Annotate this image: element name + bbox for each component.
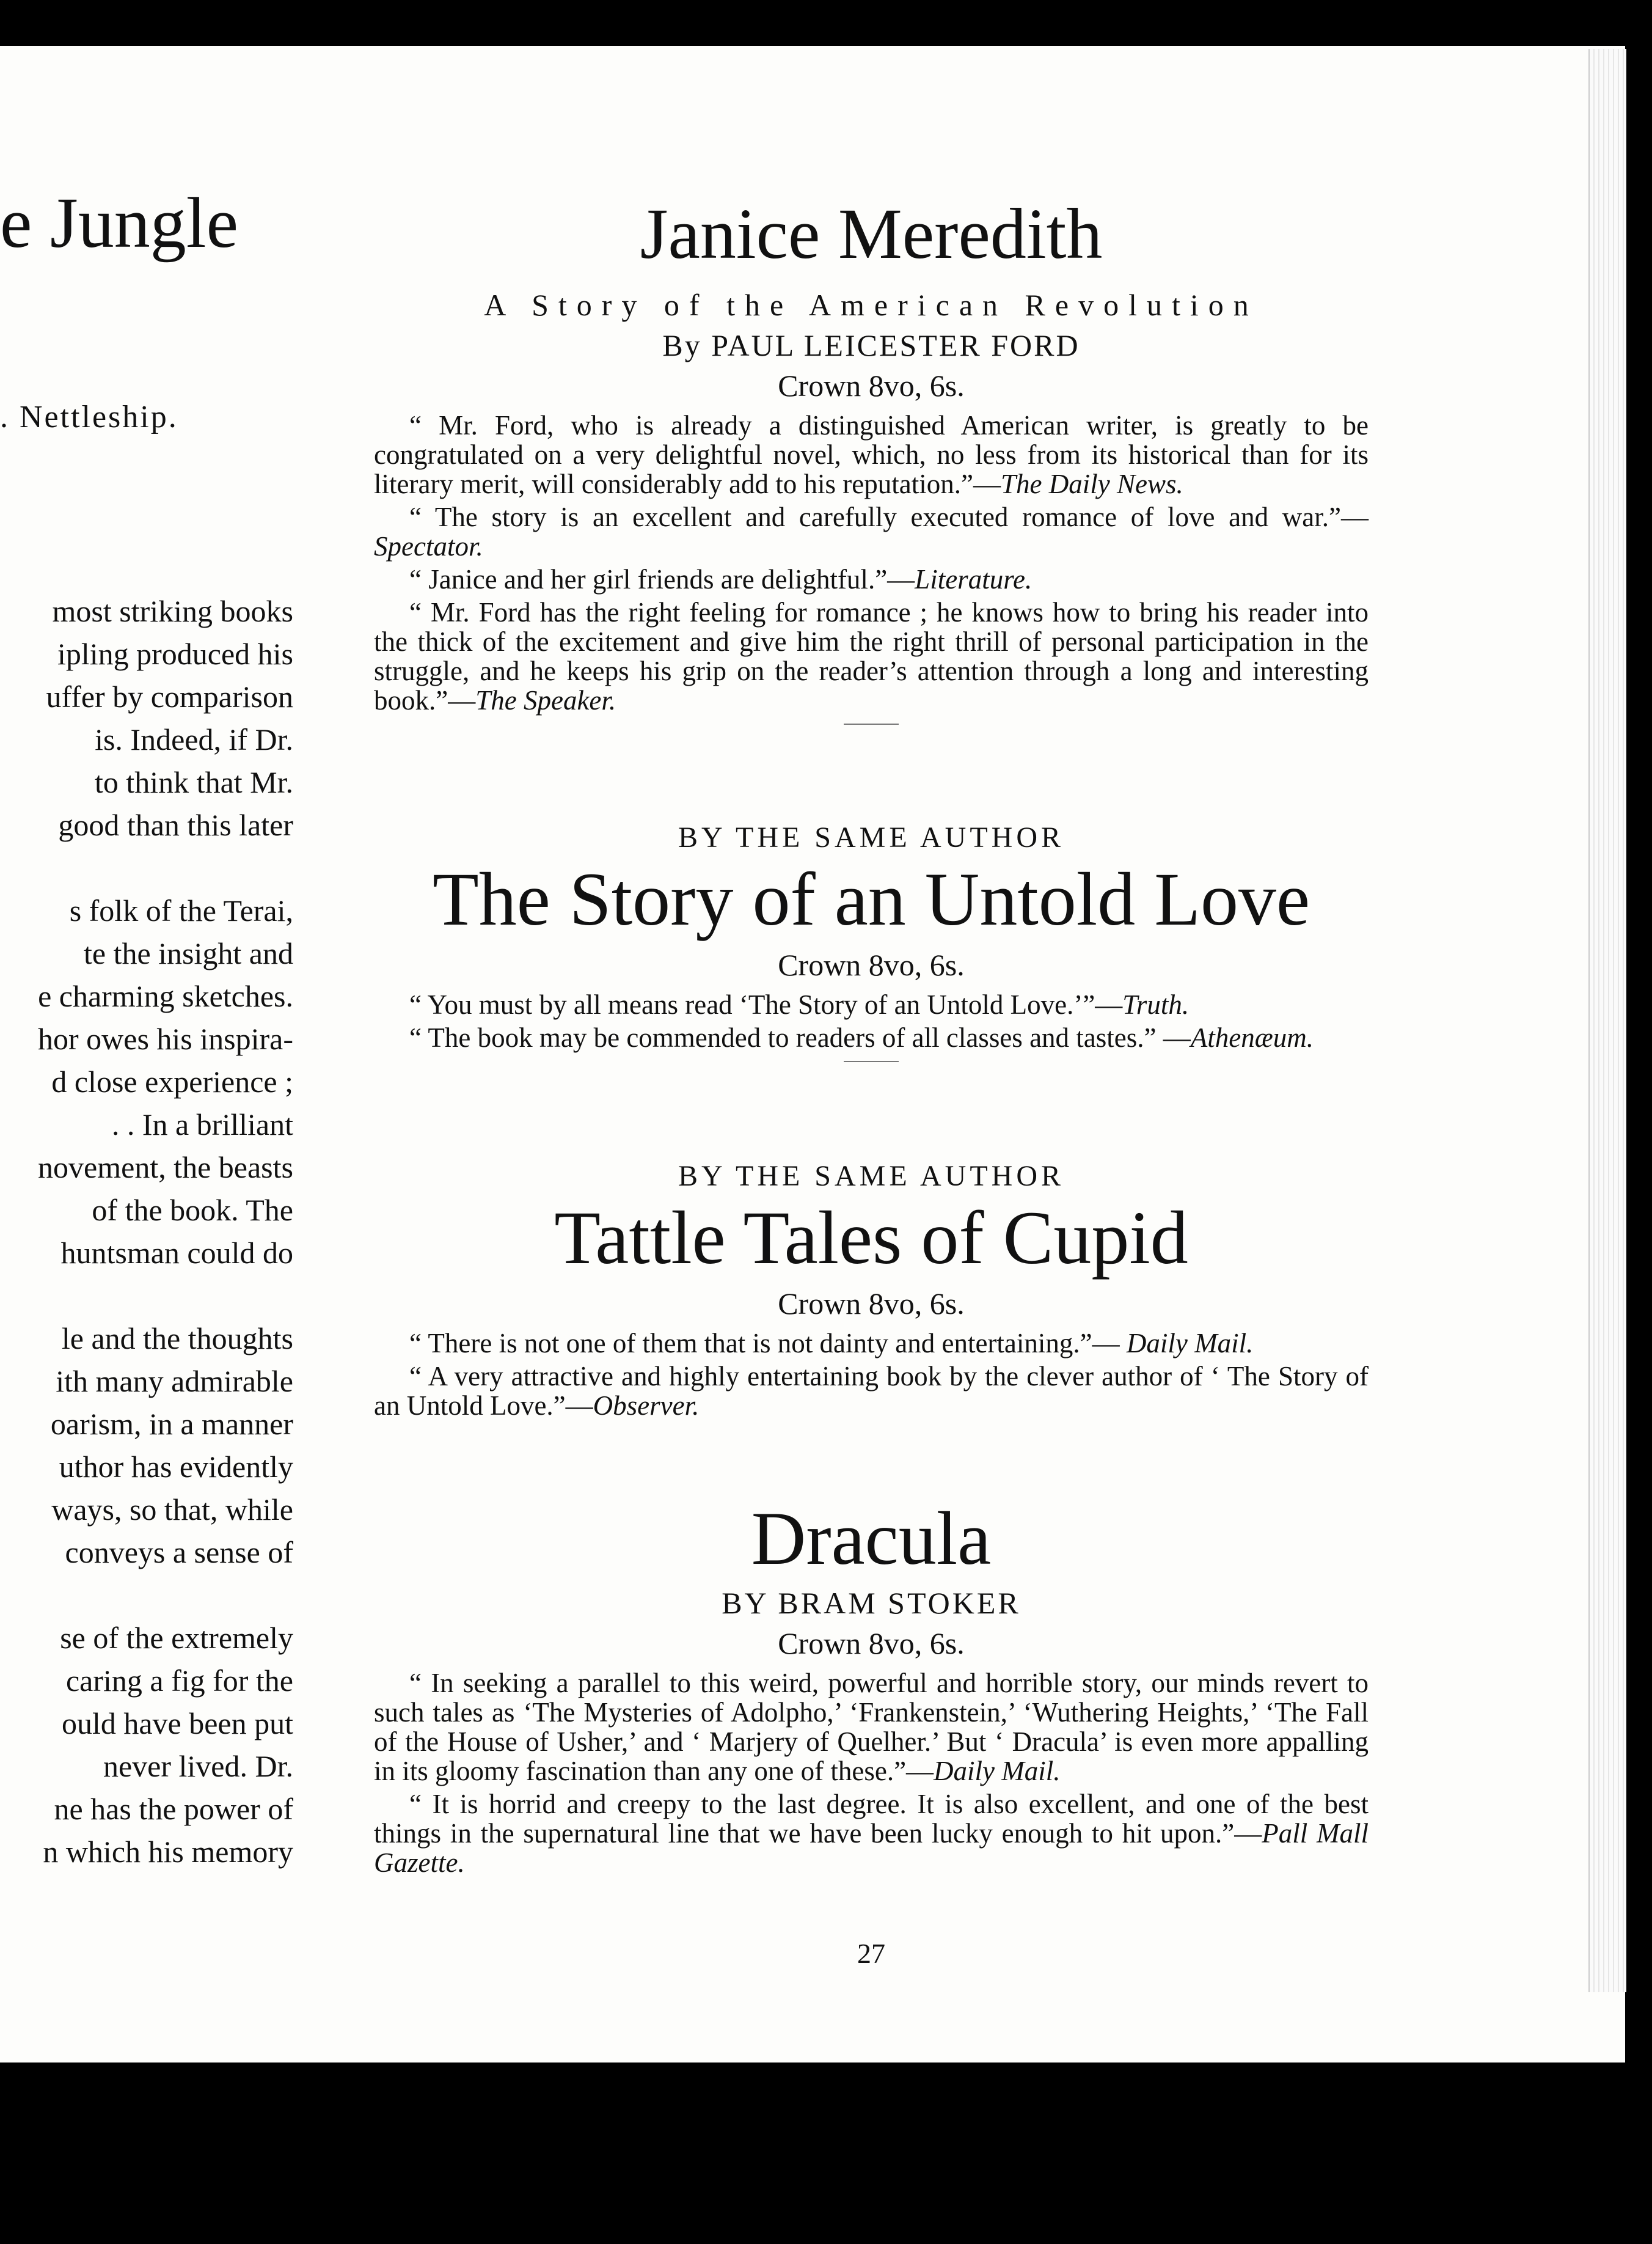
review: “ There is not one of them that is not dainty and entertaining.”— Daily Mail. (409, 1328, 1254, 1359)
book-janice-meredith (374, 194, 1369, 725)
book-price: Crown 8vo, 6s. (778, 1286, 965, 1321)
book-byline: By PAUL LEICESTER FORD (662, 328, 1080, 362)
left-page (0, 46, 327, 2062)
left-page-line: of the book. The (92, 1193, 293, 1227)
left-page-line: hor owes his inspira- (38, 1022, 293, 1056)
left-page-line: ne has the power of (54, 1792, 293, 1826)
book-story-of-an-untold-love (374, 818, 1369, 1062)
book-price: Crown 8vo, 6s. (778, 368, 965, 403)
left-page-line: uffer by comparison (46, 680, 293, 714)
left-page-line: huntsman could do (60, 1236, 293, 1270)
book-tattle-tales-of-cupid (374, 1156, 1369, 1424)
left-page-line: ould have been put (61, 1706, 293, 1740)
left-page-line: is. Indeed, if Dr. (95, 722, 293, 757)
book-title: The Story of an Untold Love (432, 857, 1310, 941)
left-page-line: never lived. Dr. (103, 1749, 293, 1783)
left-page-line: caring a fig for the (65, 1663, 293, 1698)
review: “ The book may be commended to readers of all classes and tastes.” —Athenæum. (409, 1022, 1314, 1054)
book-title: Tattle Tales of Cupid (554, 1196, 1188, 1280)
divider-rule (844, 1061, 899, 1062)
left-page-line: d close experience ; (51, 1065, 293, 1099)
book-byline: BY BRAM STOKER (722, 1586, 1021, 1621)
page-edge (1588, 49, 1626, 1992)
left-page-line: uthor has evidently (59, 1450, 293, 1484)
page-number: 27 (857, 1938, 885, 1969)
left-page-line: le and the thoughts (61, 1321, 293, 1355)
review: “ The story is an excellent and carefully executed romance of love and war.”—Spectator. (374, 501, 1369, 562)
left-page-line: ith many admirable (56, 1364, 293, 1398)
left-page-line: most striking books (52, 594, 293, 628)
review: “ Janice and her girl friends are delightful.”—Literature. (409, 563, 1032, 595)
review: “ In seeking a parallel to this weird, powerful and horrible story, our minds revert to such tales as ‘The Mysteries of Adolpho,’ ‘Frankenstein,’ ‘Wuthering Heights,’ ‘The Fall of the House of Usher,’ and ‘ Marjery of Quelher.’ But ‘ Dracula’ is even more appalling in its gloomy fascination than any one of these.”—Daily Mail. (374, 1668, 1369, 1787)
left-page-line: n which his memory (43, 1835, 293, 1869)
left-page-heading: e Jungle (0, 183, 238, 263)
left-page-line: . . In a brilliant (111, 1107, 293, 1142)
left-page-line: se of the extremely (60, 1621, 293, 1655)
left-page-line: novement, the beasts (38, 1150, 293, 1184)
left-page-line: oarism, in a manner (50, 1407, 293, 1441)
book-title: Janice Meredith (640, 194, 1103, 274)
review: “ You must by all means read ‘The Story of an Untold Love.’”—Truth. (409, 989, 1190, 1021)
left-page-line: ipling produced his (57, 637, 293, 671)
review: “ A very attractive and highly entertaining book by the clever author of ‘ The Story of an Untold Love.”—Observer. (374, 1361, 1369, 1421)
left-page-line: good than this later (58, 808, 293, 842)
review: “ It is horrid and creepy to the last degree. It is also excellent, and one of the best things in the supernatural line that we have been lucky enough to hit upon.”—Pall Mall Gazette. (374, 1789, 1369, 1879)
left-page-line: te the insight and (84, 936, 293, 970)
same-author-label: BY THE SAME AUTHOR (678, 821, 1065, 854)
book-subtitle: A Story of the American Revolution (484, 287, 1259, 322)
book-price: Crown 8vo, 6s. (778, 948, 965, 983)
left-page-line: e charming sketches. (38, 979, 293, 1013)
left-page-line: to think that Mr. (95, 765, 293, 799)
review: “ Mr. Ford has the right feeling for romance ; he knows how to bring his reader into the thick of the excitement and give him the right thrill of personal participation in the struggle, and he keeps his grip on the reader’s attention through a long and interesting book.”—The Speaker. (374, 596, 1369, 716)
left-page-author: . Nettleship. (0, 400, 178, 435)
left-page-line: s folk of the Terai, (69, 893, 293, 928)
divider-rule (844, 724, 899, 725)
review: “ Mr. Ford, who is already a distinguished American writer, is greatly to be congratulated on a very delightful novel, which, no less from its historical than for its literary merit, will considerably add to his reputation.”—The Daily News. (374, 409, 1369, 499)
left-page-line: conveys a sense of (65, 1535, 293, 1569)
book-title: Dracula (751, 1497, 992, 1580)
book-dracula (374, 1497, 1369, 1881)
book-price: Crown 8vo, 6s. (778, 1626, 965, 1661)
left-page-line: ways, so that, while (51, 1492, 293, 1527)
same-author-label: BY THE SAME AUTHOR (678, 1160, 1065, 1192)
